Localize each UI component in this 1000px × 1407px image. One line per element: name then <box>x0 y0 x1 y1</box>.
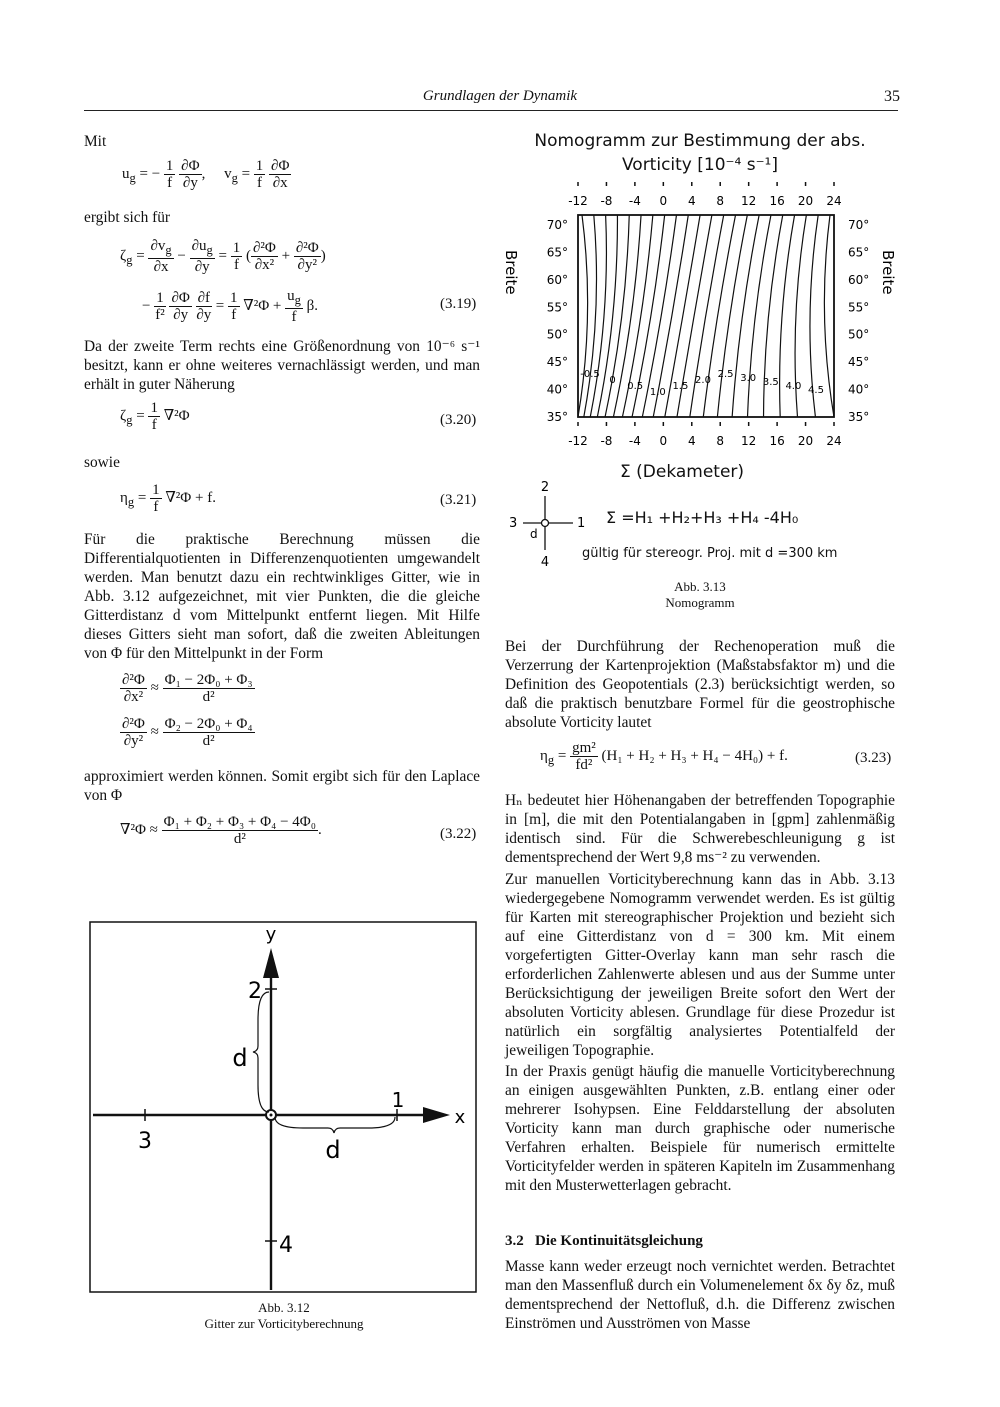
paragraph-hoehenangaben: Hₙ bedeutet hier Höhenangaben der betreffenden Topographie in [m], die mit den Potentialangaben in [gpm] zahlenmäßig identisch sind. Für die Schwerebeschleunigung g ist dementsprechend der Wert 9,8 ms⁻² zu verwenden. <box>505 792 895 866</box>
top-tick-label: -4 <box>628 194 641 208</box>
label-point-1: 1 <box>391 1088 405 1112</box>
latitude-label-left: 35° <box>546 410 568 424</box>
top-tick-label: 0 <box>659 194 668 208</box>
top-tick-label: 16 <box>769 194 785 208</box>
breite-label-right: Breite <box>879 250 897 295</box>
mini-label-4: 4 <box>540 555 550 570</box>
bottom-tick-label: 20 <box>797 434 814 448</box>
bottom-tick-label: 0 <box>659 434 668 448</box>
label-x: x <box>454 1107 466 1128</box>
latitude-right <box>848 218 869 424</box>
curve-label: 3.0 <box>740 373 757 384</box>
eq-number-3-19: (3.19) <box>440 296 477 312</box>
section-title: Die Kontinuitätsgleichung <box>535 1233 703 1249</box>
bottom-tick-label: -8 <box>600 434 613 448</box>
vorticity-curve <box>590 215 606 417</box>
nomogram-chart <box>498 175 900 455</box>
label-d-vertical: d <box>232 1044 248 1072</box>
latitude-label-left: 40° <box>546 382 568 397</box>
header-rule <box>84 110 898 111</box>
vorticity-curve <box>824 215 834 417</box>
curve-label: 0 <box>609 375 616 386</box>
mini-label-3: 3 <box>509 516 518 531</box>
formula-d2y: $\frac{\text{∂²Φ}}{\text{∂y²}}$ ≈ $\frac{\text{Φ₂ − 2Φ₀ + Φ₄}}{\text{d²}}$ <box>122 716 253 749</box>
formula-3-22: ∇²Φ ≈ $\frac{\text{Φ₁ + Φ₂ + Φ₃ + Φ₄ − 4Φ₀}}{\text{d²}}$ . <box>120 814 322 847</box>
latitude-label-left: 65° <box>546 245 568 260</box>
figure-3-12-caption: Gitter zur Vorticityberechnung <box>204 1316 364 1331</box>
curve-label: 4.5 <box>808 385 824 396</box>
vorticity-curve <box>703 215 735 417</box>
bottom-axis <box>568 422 841 448</box>
brace-vertical-d <box>253 992 269 1112</box>
page-number: 35 <box>884 88 900 105</box>
figure-3-12-label: Abb. 3.12 <box>258 1300 310 1315</box>
nomogram-title-line1: Nomogramm zur Bestimmung der abs. <box>534 131 866 151</box>
paragraph-manuelle: Zur manuellen Vorticityberechnung kann das in Abb. 3.13 wiedergegebene Nomogramm verwendet werden. Es ist gültig für Karten mit stereographischer Projektion und bezieht sich auf eine Gitterdistanz von d = 300 km. Mit einem vorgefertigten Gitter-Overlay kann man sehr rasch die erforderlichen Zahlenwerte ablesen und aus der Summe unter Berücksichtigung der jeweiligen Breite sofort den Wert der absoluten Vorticity ablesen. Grundlage für diese Prozedur ist natürlich ein sorgfältig analysiertes Potentialfeld der jeweiligen Topographie. <box>505 871 895 1059</box>
top-tick-label: 24 <box>826 194 842 208</box>
formula-zeta-line1: $\zeta_g$ = $\frac{\partial v_g}{\partial x}$ − $\frac{\partial u_g}{\partial y}$ = $\frac{1}{f}$ ( $\frac{\text{∂²Φ}}{\text{∂x²}}$ + $\frac{\text{∂²Φ}}{\text{∂y²}}$ ) <box>120 238 326 275</box>
text-ergibt: ergibt sich für <box>84 209 171 226</box>
mini-grid-diagram <box>505 478 590 570</box>
latitude-label-left: 55° <box>546 300 568 315</box>
section-number: 3.2 <box>505 1233 524 1249</box>
curve-label: 0.5 <box>627 381 644 392</box>
sum-formula: Σ =H₁ +H₂+H₃ +H₄ -4H₀ <box>606 508 799 527</box>
formula-d2x: $\frac{\text{∂²Φ}}{\text{∂x²}}$ ≈ $\frac{\text{Φ₁ − 2Φ₀ + Φ₃}}{\text{d²}}$ <box>122 672 253 705</box>
latitude-label-right: 55° <box>848 300 870 315</box>
top-tick-label: -12 <box>568 194 588 208</box>
brace-horizontal-d <box>275 1117 395 1133</box>
paragraph-praxis: In der Praxis genügt häufig die manuelle Vorticityberechnung an einigen ausgewählten Punkten, z.B. entlang einer oder mehrerer Isohypsen. Eine Felddarstellung der absoluten Vorticity kann man durch graphische oder numerische Verfahren erhalten. Beispiele für numerisch ermittelte Vorticityfelder werden in späteren Kapiteln im Zusammenhang mit den Musterwetterlagen gebracht. <box>505 1063 895 1194</box>
bottom-tick-label: 4 <box>687 434 696 448</box>
breite-label-left: Breite <box>502 250 520 295</box>
bottom-tick-label: 24 <box>826 434 842 448</box>
paragraph-laplace: approximiert werden können. Somit ergibt sich für den Laplace von Φ <box>84 768 480 804</box>
latitude-left <box>547 218 568 424</box>
sum-label: Σ (Dekameter) <box>620 462 745 482</box>
bottom-tick-label: 8 <box>716 434 725 448</box>
top-tick-label: 4 <box>687 194 696 208</box>
formula-3-20: $\zeta_g$ = $\frac{1}{f}$ ∇²Φ <box>120 400 190 433</box>
bottom-tick-label: 12 <box>741 434 757 448</box>
top-axis <box>568 182 841 208</box>
formula-3-23: $\eta_g$ = $\frac{\text{gm²}}{\text{fd²}}$ (H₁ + H₂ + H₃ + H₄ − 4H₀) + f. <box>540 740 788 773</box>
latitude-label-right: 35° <box>848 410 870 424</box>
figure-3-13-label: Abb. 3.13 <box>674 579 726 594</box>
latitude-label-right: 60° <box>848 272 870 287</box>
eq-number-3-23: (3.23) <box>855 750 892 766</box>
top-tick-label: 12 <box>741 194 757 208</box>
formula-3-21: $\eta_g$ = $\frac{1}{f}$ ∇²Φ + f. <box>120 482 216 515</box>
vorticity-curve <box>578 215 588 417</box>
paragraph-kontinuitaet: Masse kann weder erzeugt noch vernichtet werden. Betrachtet man den Massenfluß durch ein Volumenelement δx δy δz, muß dementsprechend der Nettofluß, d.h. die Differenz zwischen Einströmen und Ausströmen von Masse <box>505 1258 895 1332</box>
bottom-tick-label: -12 <box>568 434 588 448</box>
figure-3-12-grid <box>88 920 480 1295</box>
y-axis-arrow <box>263 948 279 978</box>
nomogram-title-line2: Vorticity [10⁻⁴ s⁻¹] <box>621 155 779 175</box>
latitude-label-left: 60° <box>546 272 568 287</box>
label-point-2: 2 <box>248 979 262 1004</box>
mini-label-1: 1 <box>577 516 586 531</box>
mini-label-2: 2 <box>540 480 550 495</box>
label-point-4: 4 <box>279 1233 293 1258</box>
curve-label: 3.5 <box>762 377 779 388</box>
latitude-label-right: 45° <box>848 355 870 370</box>
curve-label: -0.5 <box>580 369 600 380</box>
paragraph-verzerrung: Bei der Durchführung der Rechenoperation muß die Verzerrung der Kartenprojektion (Maßstabsfaktor m) und die Definition des Geopotentials (2.3) berücksichtigt werden, so daß die praktisch benutzbare Formel für die geostrophische absolute Vorticity lautet <box>505 638 895 731</box>
curve-label: 4.0 <box>785 381 802 392</box>
running-header: Grundlagen der Dynamik <box>422 88 578 104</box>
curve-label: 1.5 <box>672 381 689 392</box>
text-mit: Mit <box>84 133 107 150</box>
eq-number-3-22: (3.22) <box>440 826 477 842</box>
bottom-tick-label: 16 <box>769 434 785 448</box>
mini-label-d: d <box>530 527 538 541</box>
curve-label: 2.0 <box>695 375 711 386</box>
formula-ug-vg: $u_g$ = − $\frac{1}{f}$ $\frac{\partial\Phi}{\partial y}$ , $v_g$ = $\frac{1}{f}$ $\frac{\partial\Phi}{\partial x}$ <box>122 158 290 191</box>
latitude-label-left: 70° <box>546 218 568 232</box>
label-y: y <box>265 924 277 945</box>
latitude-label-left: 50° <box>546 327 568 342</box>
top-tick-label: -8 <box>600 194 613 208</box>
vorticity-curve <box>597 215 617 417</box>
top-tick-label: 20 <box>797 194 814 208</box>
paragraph-groessenordnung: Da der zweite Term rechts eine Größenordnung von 10⁻⁶ s⁻¹ besitzt, kann er ohne weiteres vernachlässigt werden, und man erhält in guter Näherung <box>84 338 480 393</box>
curve-label: 1.0 <box>649 387 666 398</box>
latitude-label-right: 65° <box>848 245 870 260</box>
latitude-label-right: 70° <box>848 218 870 232</box>
label-point-3: 3 <box>138 1129 152 1154</box>
text-sowie: sowie <box>84 454 120 471</box>
top-tick-label: 8 <box>716 194 725 208</box>
eq-number-3-21: (3.21) <box>440 492 477 508</box>
label-d-horizontal: d <box>325 1136 341 1164</box>
latitude-label-right: 40° <box>848 382 870 397</box>
curve-labels <box>580 369 824 398</box>
latitude-label-left: 45° <box>546 355 568 370</box>
figure-3-13-caption: Nomogramm <box>665 595 735 610</box>
latitude-label-right: 50° <box>848 327 870 342</box>
eq-number-3-20: (3.20) <box>440 412 477 428</box>
formula-zeta-line2: − $\frac{1}{\text{f²}}$ $\frac{\partial\Phi}{\partial y}$ $\frac{\partial f}{\partial y}$ = $\frac{1}{f}$ ∇²Φ + $\frac{u_g}{f}$ β. <box>142 288 319 325</box>
x-axis-arrow <box>423 1107 450 1123</box>
paragraph-differenzen: Für die praktische Berechnung müssen die Differentialquotienten in Differenzenquotienten umgewandelt werden. Man benutzt dazu ein rechtwinkliges Gitter, wie in Abb. 3.12 aufgezeichnet, mit vier Punkten, die die gleiche Gitterdistanz d vom Mittelpunkt entfernt liegen. Mit Hilfe dieses Gitters sieht man sofort, daß die zweiten Ableitungen von Φ für den Mittelpunkt in der Form <box>84 531 480 662</box>
bottom-tick-label: -4 <box>628 434 641 448</box>
curve-label: 2.5 <box>717 369 734 380</box>
validity-note: gültig für stereogr. Proj. mit d =300 km <box>582 546 838 561</box>
